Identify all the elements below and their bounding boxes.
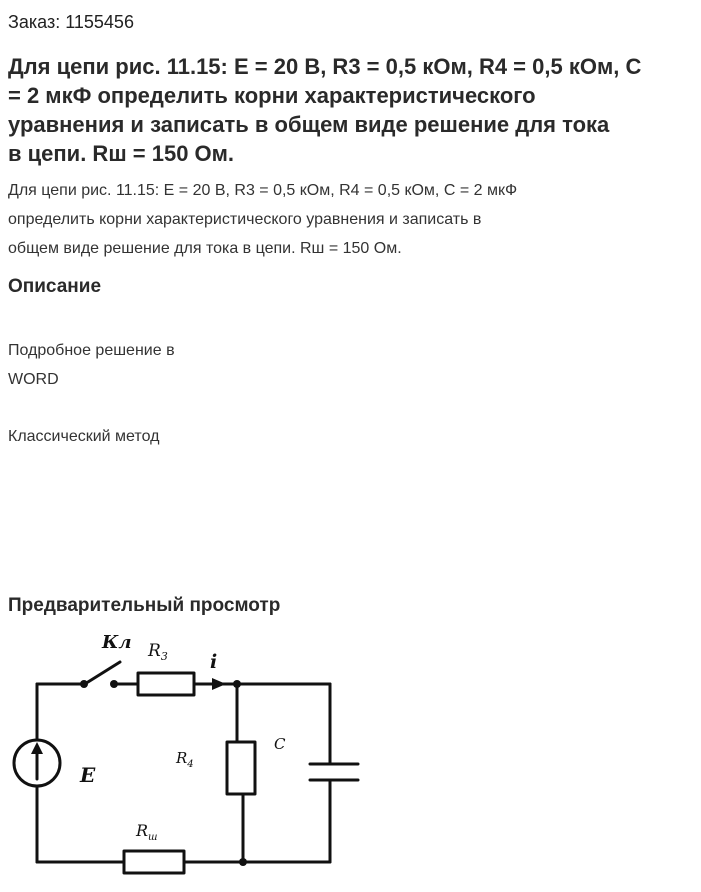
r4-label: [175, 749, 194, 770]
task-title-line: уравнения и записать в общем виде решение для тока: [8, 112, 610, 137]
resistor-rsh: [124, 851, 184, 873]
r3-label-sub: 3: [160, 650, 168, 663]
source-label: E: [80, 763, 96, 787]
r4-label-letter: R: [176, 749, 188, 767]
preview-heading: Предварительный просмотр: [8, 595, 281, 616]
task-body-line: определить корни характеристического уравнения и записать в: [8, 211, 482, 228]
resistor-r3: [138, 673, 194, 695]
switch-blade: [88, 662, 120, 682]
r3-label: [147, 641, 168, 663]
description-text: WORD: [8, 371, 59, 388]
junction-dot: [233, 680, 241, 688]
junction-dot: [239, 858, 247, 866]
resistor-r4: [227, 742, 255, 794]
current-arrow: [212, 678, 226, 690]
description-heading: Описание: [8, 276, 102, 297]
description-method: Классический метод: [8, 428, 160, 445]
task-title-line: Для цепи рис. 11.15: E = 20 В, R3 = 0,5 кОм, R4 = 0,5 кОм, C: [8, 54, 642, 79]
description-text: Подробное решение в: [8, 342, 175, 359]
order-number: Заказ: 1155456: [8, 12, 134, 32]
switch-label: Кл: [102, 632, 132, 653]
task-title-line: = 2 мкФ определить корни характеристического: [8, 83, 536, 108]
rsh-label-letter: R: [136, 821, 149, 840]
task-title: [8, 52, 698, 168]
task-body: [8, 176, 688, 263]
r3-label-letter: R: [148, 641, 161, 661]
rsh-label-sub: ш: [148, 832, 158, 843]
circuit-preview-image: [0, 626, 380, 892]
circuit-diagram: [0, 626, 380, 892]
rsh-label: [135, 821, 158, 843]
current-label: i: [210, 651, 218, 673]
switch-contact: [110, 680, 118, 688]
r4-label-sub: 4: [187, 759, 194, 770]
capacitor-label: C: [274, 735, 286, 753]
switch-contact: [80, 680, 88, 688]
task-body-line: Для цепи рис. 11.15: E = 20 В, R3 = 0,5 кОм, R4 = 0,5 кОм, C = 2 мкФ: [8, 182, 518, 199]
task-title-line: в цепи. Rш = 150 Ом.: [8, 141, 235, 166]
task-body-line: общем виде решение для тока в цепи. Rш = 150 Ом.: [8, 240, 402, 257]
source-arrow-head: [31, 742, 43, 754]
